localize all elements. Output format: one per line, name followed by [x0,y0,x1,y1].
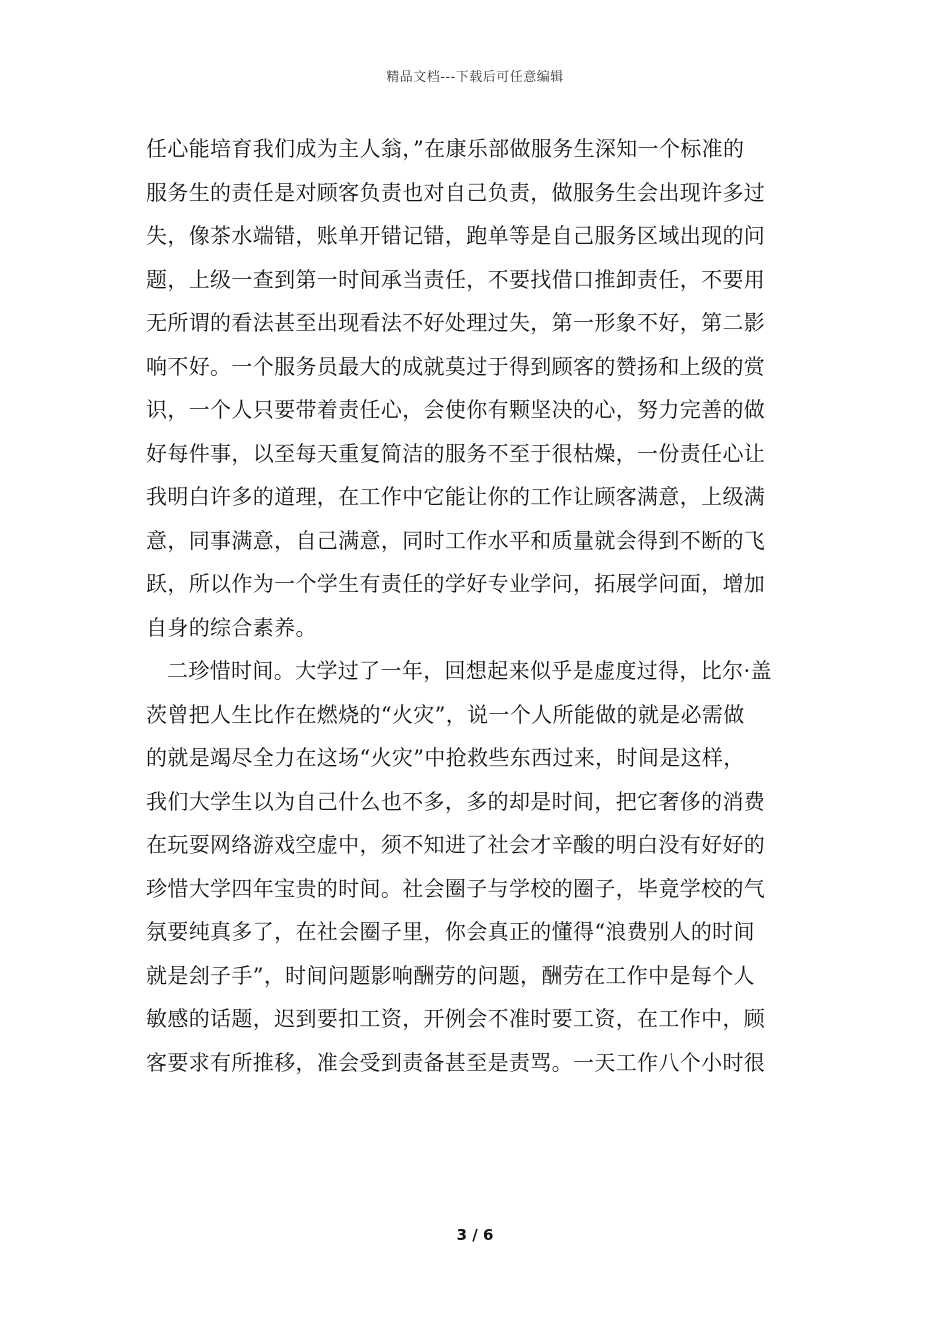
body-line: 自身的综合素养。 [146,615,317,640]
document-body [146,128,808,1085]
body-line: 茨曾把人生比作在燃烧的“火灾”，说一个人所能做的就是必需做 [146,702,745,727]
body-line: 敏感的话题，迟到要扣工资，开例会不准时要工资，在工作中，顾 [146,1007,766,1031]
body-line: 响不好。一个服务员最大的成就莫过于得到顾客的赞扬和上级的赏 [146,354,766,379]
body-line: 服务生的责任是对顾客负责也对自己负责，做服务生会出现许多过 [146,180,766,205]
body-line: 氛要纯真多了，在社会圈子里，你会真正的懂得“浪费别人的时间 [146,920,755,944]
body-line: 我们大学生以为自己什么也不多，多的却是时间，把它奢侈的消费 [146,789,766,814]
body-line: 就是刽子手”，时间问题影响酬劳的问题，酬劳在工作中是每个人 [146,963,755,988]
body-line: 珍惜大学四年宝贵的时间。社会圈子与学校的圈子，毕竟学校的气 [146,876,766,901]
body-line: 意，同事满意，自己满意，同时工作水平和质量就会得到不断的飞 [146,528,766,553]
page-number: 3 / 6 [456,1226,494,1244]
body-line: 题，上级一查到第一时间承当责任，不要找借口推卸责任，不要用 [146,267,766,292]
body-line: 跃，所以作为一个学生有责任的学好专业学问，拓展学问面，增加 [146,572,766,596]
body-line: 失，像茶水端错，账单开错记错，跑单等是自己服务区域出现的问 [146,224,766,248]
paragraph-start-line: 二珍惜时间。大学过了一年，回想起来似乎是虚度过得，比尔·盖 [167,659,772,683]
page-header: 精品文档---下载后可任意编辑 [386,70,564,85]
body-line: 客要求有所推移，准会受到责备甚至是责骂。一天工作八个小时很 [146,1050,766,1075]
body-line: 的就是竭尽全力在这场“火灾”中抢救些东西过来，时间是这样， [146,746,745,770]
body-line: 在玩耍网络游戏空虚中，须不知进了社会才辛酸的明白没有好好的 [146,833,766,857]
body-line: 我明白许多的道理，在工作中它能让你的工作让顾客满意，上级满 [146,485,766,509]
body-line: 任心能培育我们成为主人翁，”在康乐部做服务生深知一个标准的 [146,137,745,161]
body-line: 识，一个人只要带着责任心，会使你有颗坚决的心，努力完善的做 [146,398,766,422]
body-line: 好每件事，以至每天重复简洁的服务不至于很枯燥，一份责任心让 [146,441,766,466]
body-line: 无所谓的看法甚至出现看法不好处理过失，第一形象不好，第二影 [146,311,766,335]
